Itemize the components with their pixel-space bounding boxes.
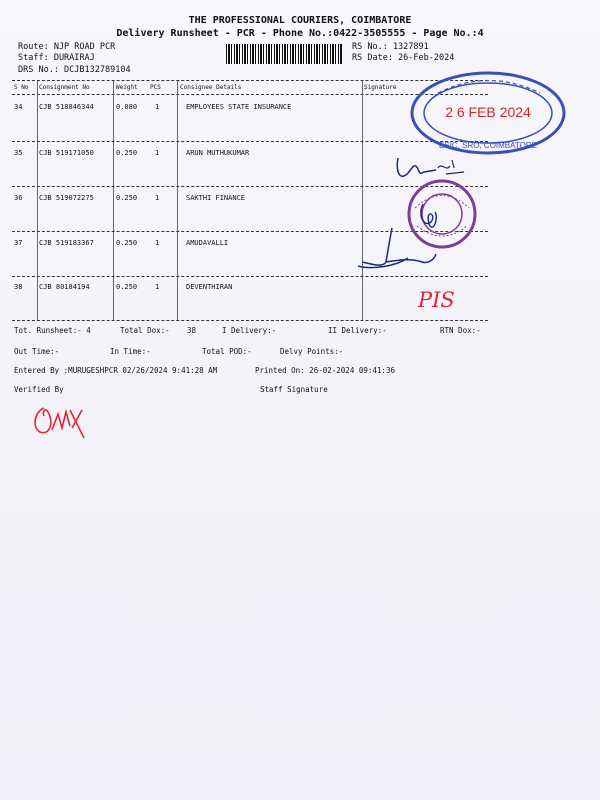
verified-by: Verified By [14, 385, 64, 394]
row-consignee: EMPLOYEES STATE INSURANCE [186, 103, 292, 111]
row-consignee: DEVENTHIRAN [186, 283, 233, 291]
row-pcs: 1 [155, 283, 160, 291]
entered-by: Entered By :MURUGESHPCR 02/26/2024 9:41:28 AM [14, 366, 218, 375]
company-title: THE PROFESSIONAL COURIERS, COIMBATORE [188, 15, 412, 26]
row-weight: 0.080 [116, 103, 138, 111]
stamp-bottom-text: ESIC, SRO, COIMBATORE [439, 141, 537, 150]
verifier-initials [28, 398, 98, 442]
column-divider [113, 81, 114, 321]
row-sno: 36 [14, 194, 23, 202]
total-dox-value: 38 [187, 326, 197, 335]
rtn-dox: RTN Dox:- [440, 326, 481, 335]
signature-row-37 [352, 222, 448, 272]
signature-row-35 [392, 148, 472, 184]
row-pcs: 1 [155, 239, 160, 247]
col-pcs: PCS [150, 84, 161, 91]
row-sno: 35 [14, 149, 23, 157]
row-consignment: CJB 518846344 [39, 103, 94, 111]
esic-stamp [408, 68, 568, 158]
out-time: Out Time:- [14, 347, 60, 356]
row-weight: 0.250 [116, 194, 138, 202]
i-delivery: I Delivery:- [222, 326, 277, 335]
col-signature: Signature [364, 84, 397, 91]
staff-line: Staff: DURAIRAJ [18, 53, 95, 63]
row-weight: 0.250 [116, 283, 138, 291]
column-divider [362, 81, 363, 321]
printed-on: Printed On: 26-02-2024 09:41:36 [255, 366, 395, 375]
row-consignee: AMUDAVALLI [186, 239, 229, 247]
row-sno: 37 [14, 239, 23, 247]
row-pcs: 1 [155, 194, 160, 202]
column-divider [37, 81, 38, 321]
col-weight: Weight [116, 84, 138, 91]
total-dox-label: Total Dox:- [120, 326, 170, 335]
delvy-points: Delvy Points:- [280, 347, 344, 356]
stamp-date: 2 6 FEB 2024 [445, 104, 531, 120]
row-consignee: SAKTHI FINANCE [186, 194, 246, 202]
row-weight: 0.250 [116, 239, 138, 247]
rs-number: RS No.: 1327891 [352, 42, 429, 52]
row-weight: 0.250 [116, 149, 138, 157]
total-pod: Total POD:- [202, 347, 252, 356]
col-consignee: Consignee Details [180, 84, 242, 91]
runsheet-subtitle: Delivery Runsheet - PCR - Phone No.:0422-3505555 - Page No.:4 [116, 28, 484, 39]
total-runsheet: Tot. Runsheet:- 4 [14, 326, 91, 335]
row-sno: 34 [14, 103, 23, 111]
barcode [226, 44, 342, 64]
col-consignment: Consignment No [39, 84, 90, 91]
row-sno: 38 [14, 283, 23, 291]
column-divider [177, 81, 178, 321]
route-line: Route: NJP ROAD PCR [18, 42, 116, 52]
in-time: In Time:- [110, 347, 151, 356]
pls-handwriting: PIS [418, 288, 455, 312]
staff-signature-label: Staff Signature [260, 385, 328, 394]
row-consignment: CJB 519171050 [39, 149, 94, 157]
drs-line: DRS No.: DCJB132789104 [18, 65, 131, 75]
divider [12, 320, 488, 321]
row-consignee: ARUN MUTHUKUMAR [186, 149, 250, 157]
row-pcs: 1 [155, 103, 160, 111]
row-consignment: CJB 519183367 [39, 239, 94, 247]
row-consignment: CJB 519072275 [39, 194, 94, 202]
rs-date: RS Date: 26-Feb-2024 [352, 53, 455, 63]
row-pcs: 1 [155, 149, 160, 157]
row-consignment: CJB 80184194 [39, 283, 90, 291]
col-sno: S No [14, 84, 29, 91]
divider [12, 276, 488, 277]
ii-delivery: II Delivery:- [328, 326, 387, 335]
